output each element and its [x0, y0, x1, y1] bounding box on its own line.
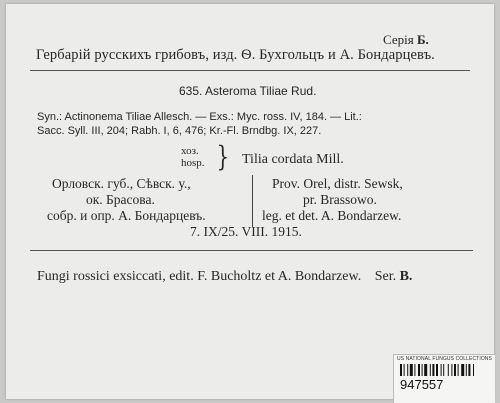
host-label-ru: хоз. [181, 145, 199, 157]
locality-ru-line-2: ок. Брасова. [86, 192, 155, 207]
herbarium-label [6, 4, 494, 399]
locality-lat-line-1: Prov. Orel, distr. Sewsk, [272, 176, 403, 191]
collector-lat: leg. et det. A. Bondarzew. [262, 208, 402, 223]
catalog-number: 947557 [400, 377, 444, 392]
header-rule [30, 70, 470, 71]
footer-ser-label: Ser. [374, 269, 397, 284]
collector-ru: собр. и опр. А. Бондарцевъ. [47, 208, 206, 223]
host-brace: } [216, 140, 230, 173]
header-russian: Гербарій русскихъ грибовъ, изд. Ѳ. Бухгольцъ и А. Бондарцевъ. [36, 47, 435, 63]
locality-lat-line-2: pr. Brassowo. [303, 192, 377, 207]
barcode-icon [400, 364, 488, 376]
barcode-sticker [393, 354, 495, 403]
locality-divider [252, 175, 253, 227]
collection-dates: 7. IX/25. VIII. 1915. [190, 224, 302, 239]
synonymy-line-1: Syn.: Actinonema Tiliae Allesch. — Exs.: Myc. ross. IV, 184. — Lit.: [37, 111, 362, 123]
species-name: 635. Asteroma Tiliae Rud. [179, 84, 317, 98]
footer-rule [30, 250, 473, 251]
footer-ser-letter: B. [399, 269, 413, 284]
host-label-lat: hosp. [181, 157, 205, 169]
series-label: Серія [383, 32, 414, 47]
synonymy-line-2: Sacc. Syll. III, 204; Rabh. I, 6, 476; Kr.-Fl. Brndbg. IX, 227. [37, 125, 322, 137]
footer-title: Fungi rossici exsiccati, edit. F. Bucholtz et A. Bondarzew. [37, 269, 362, 284]
footer-series [37, 269, 412, 285]
series-letter: Б. [416, 32, 429, 47]
host-name: Tilia cordata Mill. [242, 152, 344, 167]
series-marker [383, 32, 429, 48]
institution-name: US NATIONAL FUNGUS COLLECTIONS [397, 356, 492, 362]
locality-ru-line-1: Орловск. губ., Сѣвск. у., [52, 176, 191, 191]
